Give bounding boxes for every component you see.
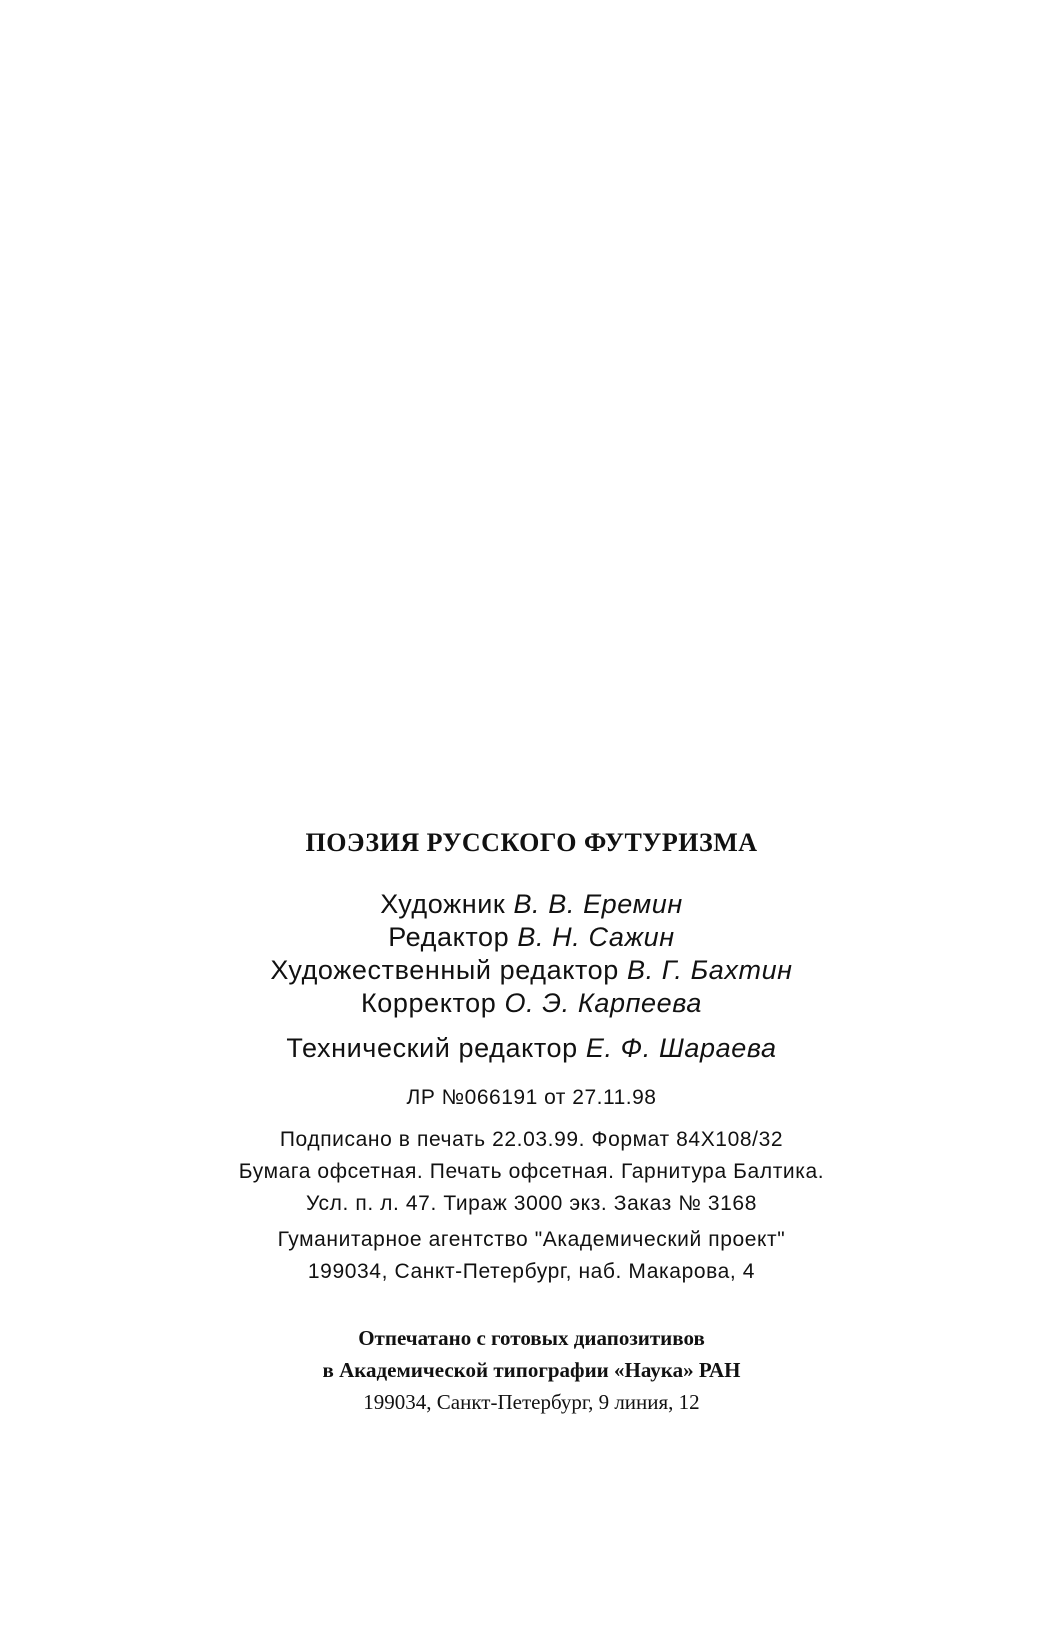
printer-line-2: в Академической типографии «Наука» РАН	[322, 1358, 741, 1382]
publisher-name: Гуманитарное агентство "Академический проект"	[277, 1228, 786, 1251]
printer-line-1: Отпечатано с готовых диапозитивов	[358, 1326, 705, 1350]
credit-role: Технический редактор	[286, 1033, 578, 1063]
print-info	[0, 1124, 1063, 1220]
credit-proofreader	[0, 987, 1063, 1020]
credits-list	[0, 888, 1063, 1065]
publisher-info	[0, 1224, 1063, 1288]
license-number: ЛР №066191 от 27.11.98	[406, 1086, 657, 1109]
publisher-address: 199034, Санкт-Петербург, наб. Макарова, 4	[307, 1260, 756, 1283]
credit-role: Корректор	[360, 988, 497, 1018]
credit-artist	[0, 888, 1063, 921]
credit-role: Художник	[380, 889, 506, 919]
print-info-line: Усл. п. л. 47. Тираж 3000 экз. Заказ № 3168	[305, 1192, 757, 1215]
credit-technical-editor	[0, 1032, 1063, 1065]
credit-person: В. Н. Сажин	[517, 922, 675, 952]
credit-person: В. В. Еремин	[513, 889, 683, 919]
book-title: ПОЭЗИЯ РУССКОГО ФУТУРИЗМА	[305, 828, 758, 857]
credit-person: В. Г. Бахтин	[626, 955, 793, 985]
print-info-line: Бумага офсетная. Печать офсетная. Гарнитура Балтика.	[238, 1160, 825, 1183]
printer-info	[0, 1322, 1063, 1418]
credit-role: Художественный редактор	[270, 955, 619, 985]
credit-person: Е. Ф. Шараева	[585, 1033, 777, 1063]
credit-editor	[0, 921, 1063, 954]
credit-art-editor	[0, 954, 1063, 987]
print-info-line: Подписано в печать 22.03.99. Формат 84Х108/32	[279, 1128, 784, 1151]
printer-address: 199034, Санкт-Петербург, 9 линия, 12	[363, 1390, 700, 1414]
credit-person: О. Э. Карпеева	[504, 988, 702, 1018]
credit-role: Редактор	[388, 922, 510, 952]
